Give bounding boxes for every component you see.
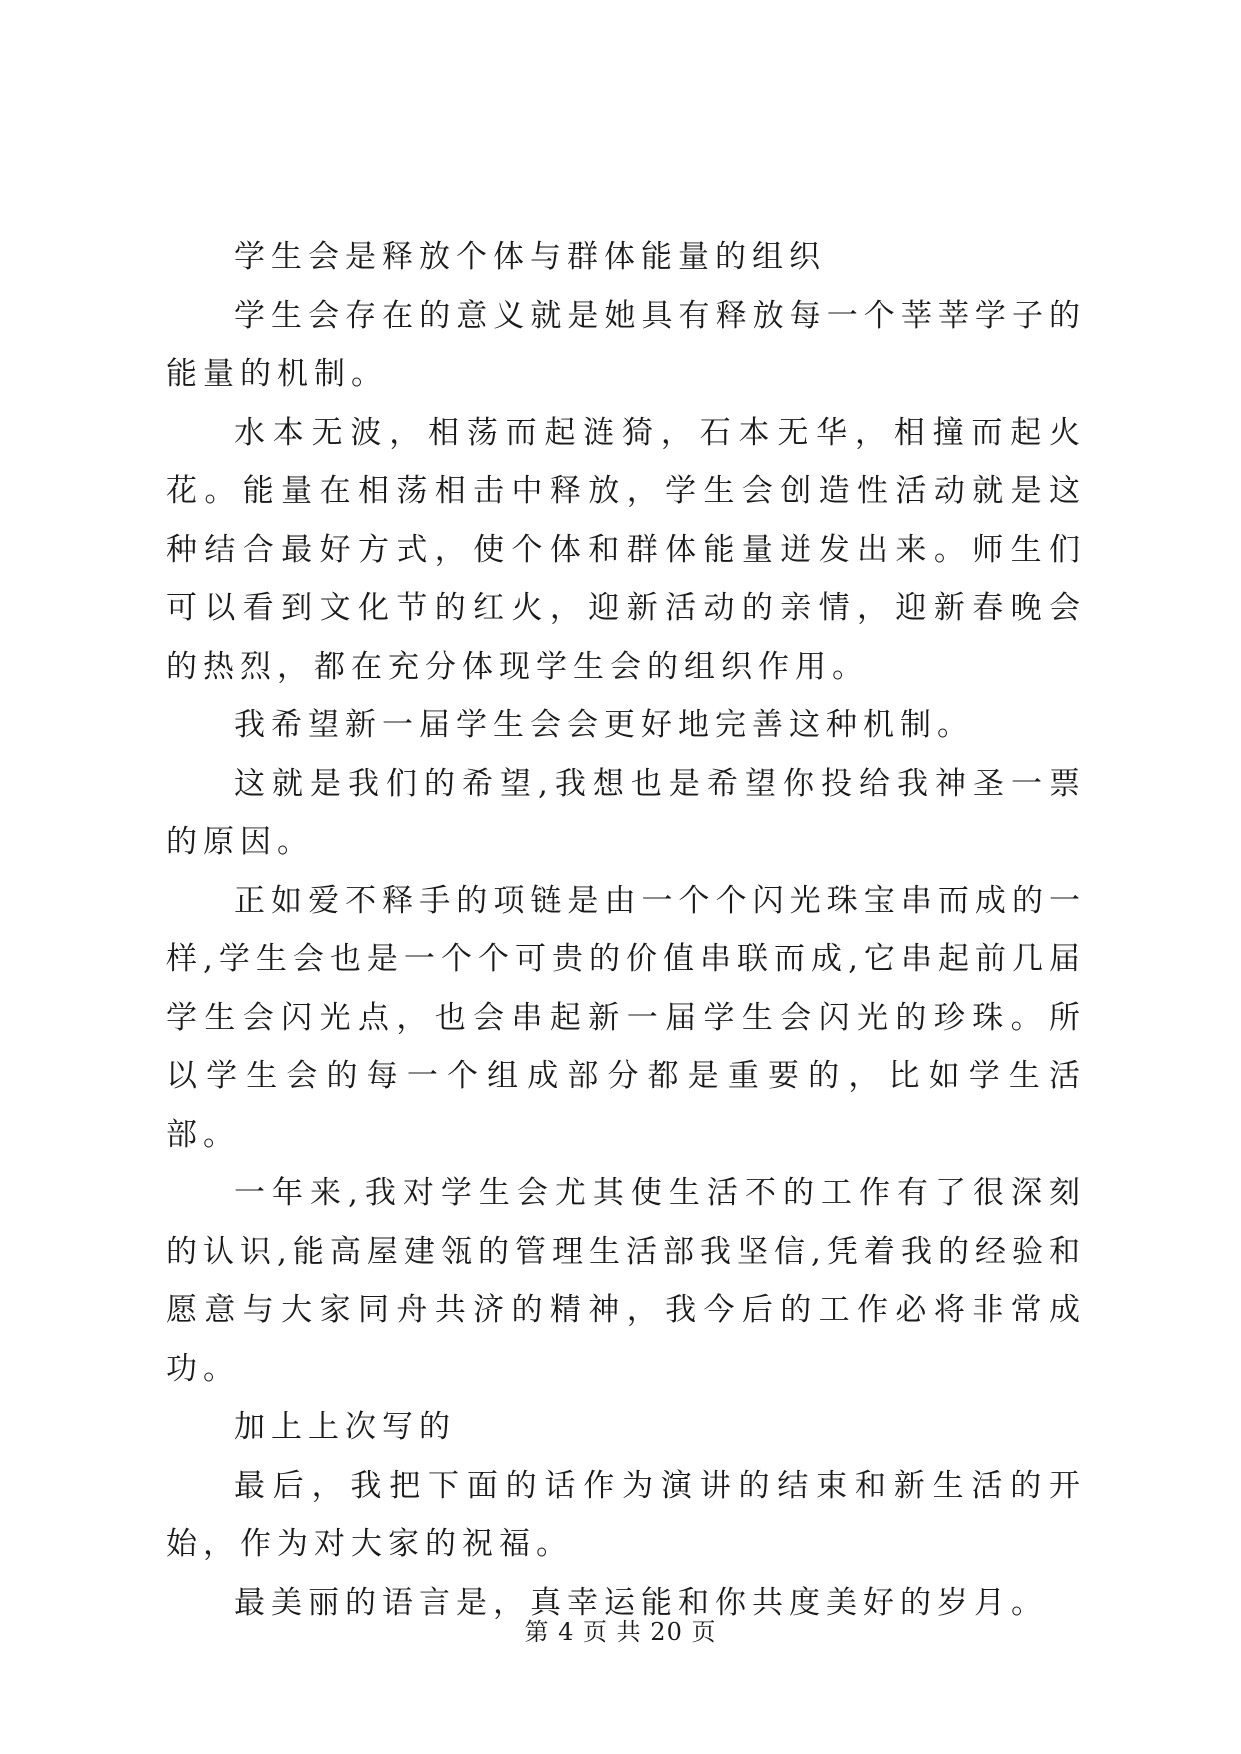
paragraph-8: 加上上次写的 (234, 1409, 456, 1445)
paragraph-1: 学生会是释放个体与群体能量的组织 (234, 239, 826, 275)
paragraph-6: 正如爱不释手的项链是由一个个闪光珠宝串而成的一样,学生会也是一个个可贵的价值串联而成,它串起前几届学生会闪光点，也会串起新一届学生会闪光的珍珠。所以学生会的每一个组成部分都是重要的，比如学生活部。 (166, 882, 1086, 1153)
paragraph-9: 最后，我把下面的话作为演讲的结束和新生活的开始，作为对大家的祝福。 (166, 1467, 1086, 1562)
page-number-footer: 第 4 页 共 20 页 (524, 1618, 717, 1646)
paragraph-4: 我希望新一届学生会会更好地完善这种机制。 (234, 707, 974, 743)
paragraph-10: 最美丽的语言是，真幸运能和你共度美好的岁月。 (234, 1584, 1048, 1621)
paragraph-3: 水本无波，相荡而起涟猗，石本无华，相撞而起火花。能量在相荡相击中释放，学生会创造性活动就是这种结合最好方式，使个体和群体能量迸发出来。师生们可以看到文化节的红火，迎新活动的亲情，迎新春晚会的热烈，都在充分体现学生会的组织作用。 (166, 414, 1086, 685)
paragraph-7: 一年来,我对学生会尤其使生活不的工作有了很深刻的认识,能高屋建瓴的管理生活部我坚信,凭着我的经验和愿意与大家同舟共济的精神，我今后的工作必将非常成功。 (166, 1175, 1086, 1387)
paragraph-2: 学生会存在的意义就是她具有释放每一个莘莘学子的能量的机制。 (166, 297, 1086, 392)
paragraph-5: 这就是我们的希望,我想也是希望你投给我神圣一票的原因。 (166, 765, 1086, 860)
document-body (166, 228, 1086, 1632)
